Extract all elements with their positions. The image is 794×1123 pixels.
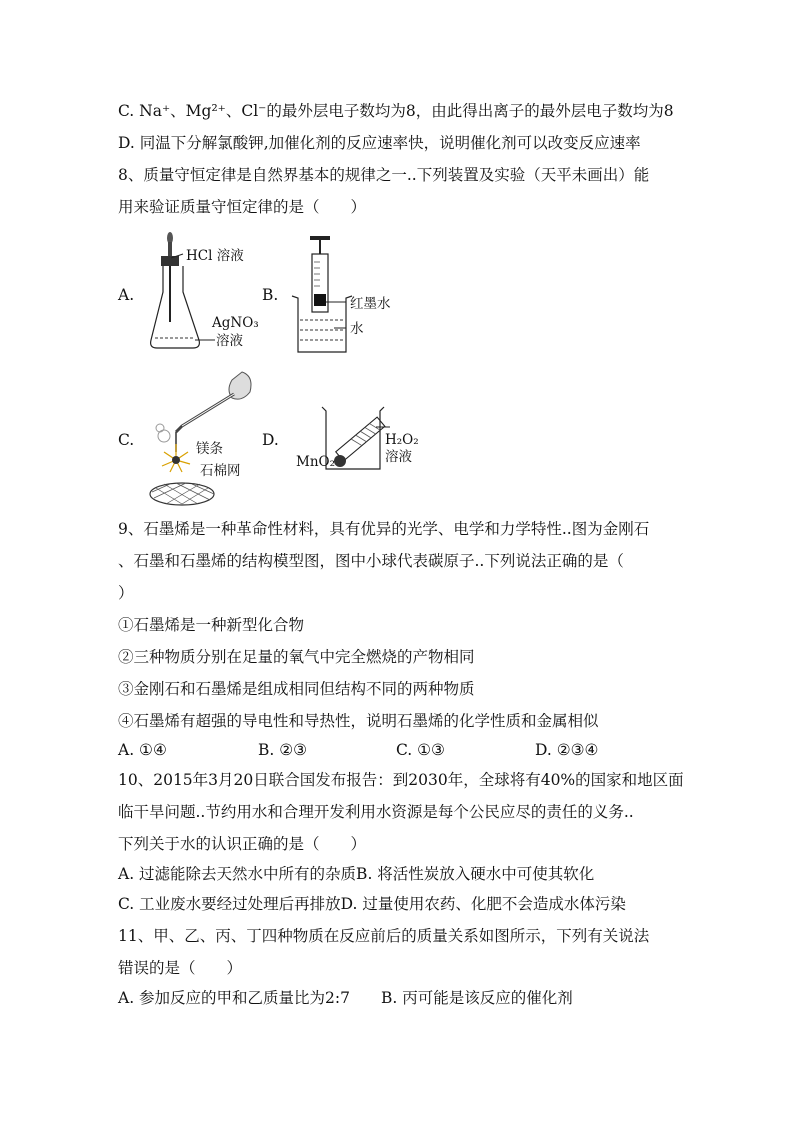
- question-9-stem-end: ）: [118, 584, 134, 602]
- option-c-line: C. Na⁺、Mg²⁺、Cl⁻的最外层电子数均为8，由此得出离子的最外层电子数均为8: [118, 102, 674, 120]
- q8-option-b: B.: [262, 286, 279, 304]
- question-9-stem: 9、石墨烯是一种革命性材料，具有优异的光学、电学和力学特性..图为金刚石: [118, 520, 650, 538]
- q8-option-c: C.: [118, 431, 135, 449]
- question-9-statement-4: ④石墨烯有超强的导电性和导热性，说明石墨烯的化学性质和金属相似: [118, 712, 599, 730]
- question-9-statement-3: ③金刚石和石墨烯是组成相同但结构不同的两种物质: [118, 680, 475, 698]
- apparatus-b-ink-label: 红墨水: [350, 296, 391, 312]
- apparatus-b-water-label: 水: [350, 321, 364, 337]
- question-8-stem: 8、质量守恒定律是自然界基本的规律之一..下列装置及实验（天平未画出）能: [118, 166, 650, 184]
- question-11-options-ab: A. 参加反应的甲和乙质量比为2:7 B. 丙可能是该反应的催化剂: [118, 989, 573, 1007]
- question-10-stem-end: 下列关于水的认识正确的是（ ）: [118, 835, 367, 853]
- question-11-stem: 11、甲、乙、丙、丁四种物质在反应前后的质量关系如图所示，下列有关说法: [118, 927, 650, 945]
- question-11-stem-cont: 错误的是（ ）: [118, 959, 243, 977]
- apparatus-a-hcl-label: HCl 溶液: [186, 248, 244, 264]
- question-10-options-cd: C. 工业废水要经过处理后再排放D. 过量使用农药、化肥不会造成水体污染: [118, 895, 626, 913]
- apparatus-d-mno2-label: MnO₂: [296, 454, 335, 470]
- question-9-statement-2: ②三种物质分别在足量的氧气中完全燃烧的产物相同: [118, 648, 475, 666]
- question-10-options-ab: A. 过滤能除去天然水中所有的杂质B. 将活性炭放入硬水中可使其软化: [118, 865, 595, 883]
- question-10-stem-cont: 临干旱问题..节约用水和合理开发利用水资源是每个公民应尽的责任的义务..: [118, 803, 634, 821]
- option-d-line: D. 同温下分解氯酸钾,加催化剂的反应速率快，说明催化剂可以改变反应速率: [118, 134, 641, 152]
- apparatus-d-solution-label: 溶液: [385, 449, 412, 465]
- apparatus-a-agno3-label: AgNO₃: [212, 315, 259, 331]
- apparatus-c-magnesium-burning: [142, 368, 262, 508]
- question-9-option-c: C. ①③: [396, 741, 445, 759]
- apparatus-d-h2o2-label: H₂O₂: [385, 432, 419, 448]
- q8-option-a: A.: [118, 286, 135, 304]
- question-9-stem-cont: 、石墨和石墨烯的结构模型图，图中小球代表碳原子..下列说法正确的是（: [118, 552, 624, 570]
- apparatus-a-solution-label: 溶液: [216, 333, 243, 349]
- q8-option-d: D.: [262, 431, 279, 449]
- question-10-stem: 10、2015年3月20日联合国发布报告：到2030年，全球将有40%的国家和地区面: [118, 771, 684, 789]
- question-9-option-b: B. ②③: [258, 741, 308, 759]
- question-9-option-a: A. ①④: [118, 741, 167, 759]
- question-9-option-d: D. ②③④: [535, 741, 599, 759]
- question-9-statement-1: ①石墨烯是一种新型化合物: [118, 616, 305, 634]
- apparatus-c-mg-label: 镁条: [196, 441, 223, 457]
- question-8-stem-cont: 用来验证质量守恒定律的是（ ）: [118, 198, 367, 216]
- apparatus-c-gauze-label: 石棉网: [200, 463, 241, 479]
